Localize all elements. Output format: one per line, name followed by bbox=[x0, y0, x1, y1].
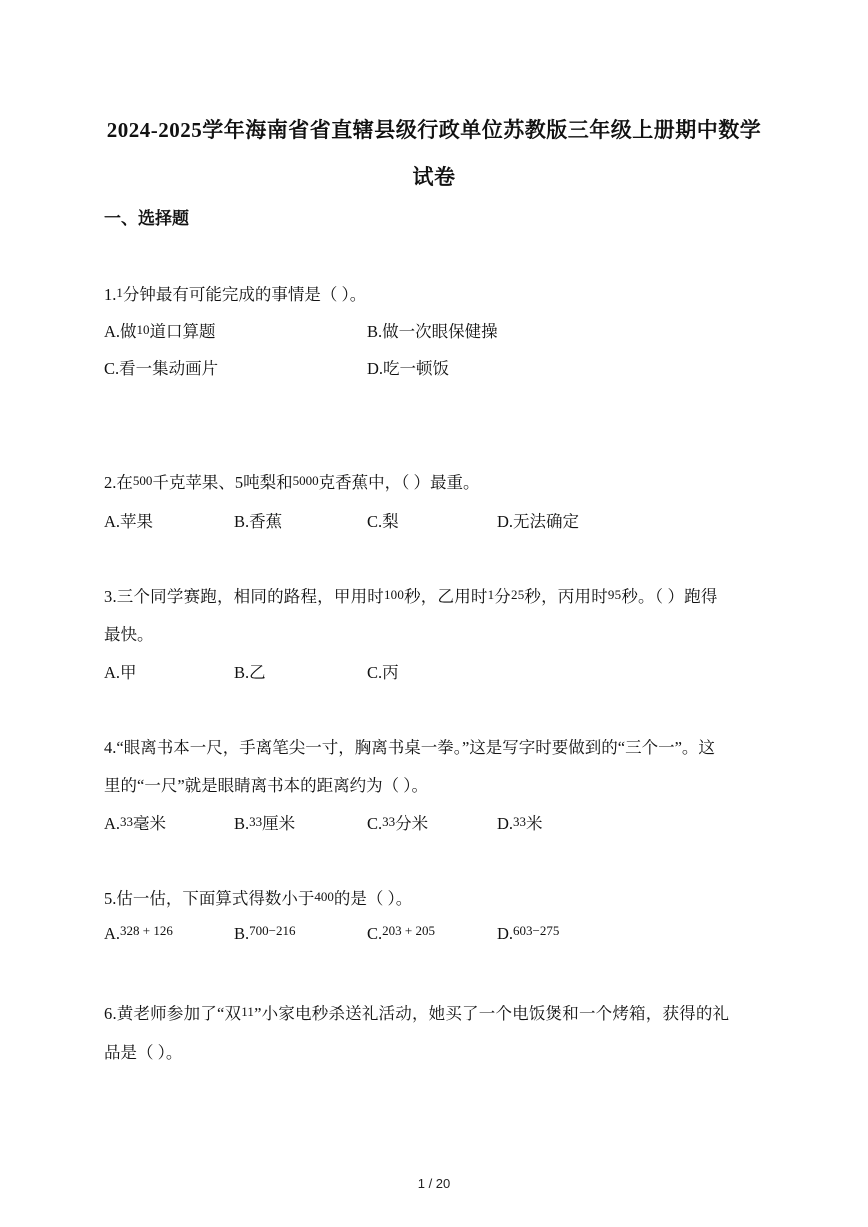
q5-option-b bbox=[234, 924, 295, 944]
q1-option-a-number: 10 bbox=[136, 322, 150, 337]
q4-option-a-text: 毫米 bbox=[133, 814, 167, 833]
question-4-line-1: 4.“眼离书本一尺，手离笔尖一寸，胸离书桌一拳。”这是写字时要做到的“三个一”。这 bbox=[104, 738, 715, 757]
q1-option-a-label: A.做 bbox=[104, 322, 137, 341]
q4-option-b-number: 33 bbox=[249, 814, 263, 829]
q3-number-1: 100 bbox=[383, 587, 405, 602]
q2-text-1: 2.在 bbox=[104, 473, 133, 492]
q1-option-b: B.做一次眼保健操 bbox=[367, 322, 498, 341]
q4-option-d-number: 33 bbox=[513, 814, 527, 829]
q1-option-a bbox=[104, 318, 216, 342]
q5-option-a-expression: 328 + 126 bbox=[120, 923, 173, 938]
q3-text-5: 秒。（ ）跑得 bbox=[621, 587, 718, 606]
q2-number-1: 500 bbox=[132, 473, 153, 488]
q4-option-d-label: D. bbox=[497, 814, 514, 833]
q4-option-d-text: 米 bbox=[526, 814, 543, 833]
q4-option-c-label: C. bbox=[367, 814, 383, 833]
page-title-line-1: 2024-2025学年海南省省直辖县级行政单位苏教版三年级上册期中数学 bbox=[106, 118, 762, 142]
question-2 bbox=[104, 469, 480, 493]
q3-text-3: 分 bbox=[494, 587, 511, 606]
q1-option-a-text: 道口算题 bbox=[149, 322, 216, 341]
q5-option-b-expression: 700−216 bbox=[249, 923, 296, 938]
q1-text: 分钟最有可能完成的事情是（ ）。 bbox=[122, 285, 367, 304]
q2-option-c: C.梨 bbox=[367, 512, 399, 531]
page-number: 1 / 20 bbox=[417, 1176, 451, 1191]
q4-option-a bbox=[104, 810, 166, 834]
q2-option-a: A.苹果 bbox=[104, 512, 154, 531]
q3-text-1: 3.三个同学赛跑，相同的路程，甲用时 bbox=[104, 587, 384, 606]
q3-number-4: 95 bbox=[607, 587, 622, 602]
question-6-line-2: 品是（ ）。 bbox=[104, 1043, 183, 1062]
q3-option-a: A.甲 bbox=[104, 663, 137, 682]
question-6-line-1 bbox=[104, 1000, 764, 1024]
q5-text-1: 5.估一估，下面算式得数小于 bbox=[104, 889, 315, 908]
q1-option-d: D.吃一顿饭 bbox=[367, 359, 450, 378]
q4-option-b bbox=[234, 810, 295, 834]
q6-number-1: 11 bbox=[241, 1004, 255, 1019]
q5-option-d-label: D. bbox=[497, 924, 514, 943]
q4-option-a-number: 33 bbox=[120, 814, 134, 829]
q3-option-b: B.乙 bbox=[234, 663, 266, 682]
q5-number-1: 400 bbox=[314, 889, 334, 904]
q2-number-2: 5000 bbox=[292, 473, 319, 488]
q2-option-b: B.香蕉 bbox=[234, 512, 283, 531]
page-title-line-2: 试卷 bbox=[412, 165, 456, 189]
q5-option-c-expression: 203 + 205 bbox=[382, 923, 435, 938]
q5-option-a bbox=[104, 924, 173, 944]
q4-option-c-number: 33 bbox=[382, 814, 396, 829]
q5-option-b-label: B. bbox=[234, 924, 250, 943]
q5-option-d bbox=[497, 924, 559, 944]
q5-text-2: 的是（ ）。 bbox=[333, 889, 413, 908]
q4-option-a-label: A. bbox=[104, 814, 121, 833]
q3-number-3: 25 bbox=[511, 587, 525, 602]
q3-number-2: 1 bbox=[487, 587, 495, 602]
q4-option-d bbox=[497, 810, 543, 834]
q4-option-c bbox=[367, 810, 428, 834]
q5-option-a-label: A. bbox=[104, 924, 121, 943]
question-5 bbox=[104, 885, 412, 909]
section-heading: 一、选择题 bbox=[104, 209, 189, 228]
q6-text-2: ”小家电秒杀送礼活动，她买了一个电饭煲和一个烤箱，获得的礼 bbox=[254, 1004, 730, 1023]
q6-text-1: 6.黄老师参加了“双 bbox=[104, 1004, 242, 1023]
q3-text-4: 秒，丙用时 bbox=[524, 587, 608, 606]
q3-text-2: 秒，乙用时 bbox=[404, 587, 488, 606]
q1-option-c: C.看一集动画片 bbox=[104, 359, 219, 378]
question-1 bbox=[104, 281, 366, 305]
q2-text-3: 克香蕉中，（ ）最重。 bbox=[318, 473, 480, 492]
q4-option-b-text: 厘米 bbox=[262, 814, 296, 833]
q4-option-c-text: 分米 bbox=[395, 814, 429, 833]
q5-option-d-expression: 603−275 bbox=[513, 923, 560, 938]
q3-option-c: C.丙 bbox=[367, 663, 399, 682]
q1-prefix: 1. bbox=[104, 285, 117, 304]
q4-option-b-label: B. bbox=[234, 814, 250, 833]
q5-option-c-label: C. bbox=[367, 924, 383, 943]
question-3-line-2: 最快。 bbox=[104, 625, 154, 644]
q2-text-2: 千克苹果、5吨梨和 bbox=[152, 473, 293, 492]
question-4-line-2: 里的“一尺”就是眼睛离书本的距离约为（ ）。 bbox=[104, 776, 429, 795]
q1-number: 1 bbox=[116, 285, 123, 300]
q2-option-d: D.无法确定 bbox=[497, 512, 580, 531]
question-3-line-1 bbox=[104, 583, 764, 607]
q5-option-c bbox=[367, 924, 435, 944]
